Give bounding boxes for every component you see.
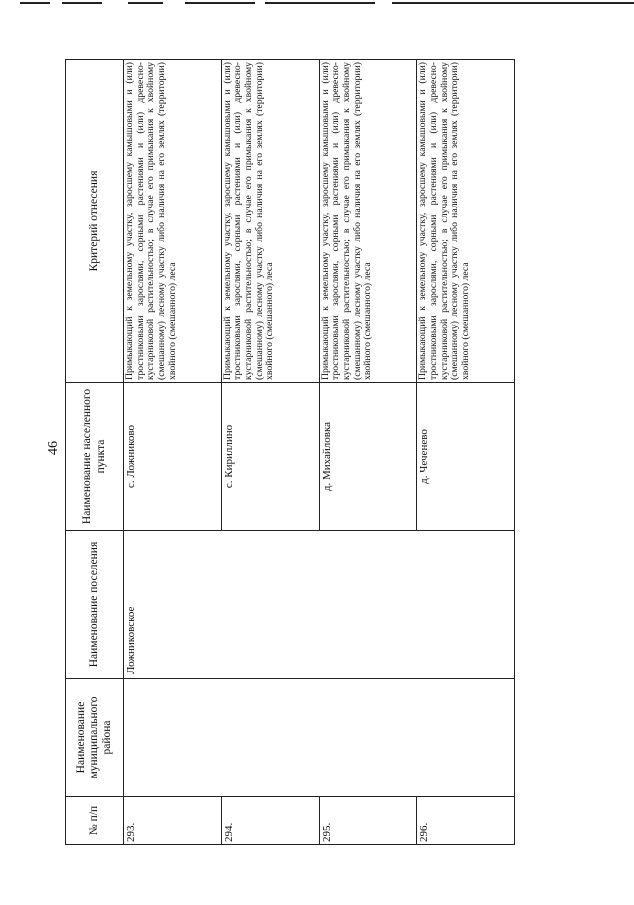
- poselenie-cell: Ложниковское: [124, 531, 515, 679]
- header-district: Наименование муниципального района: [66, 679, 124, 797]
- criterion-text: Примыкающий к земельному участку, заросшему камышовыми и (или) тростниковыми зарослями, сорными растениями и (или) древесно-кустарниковой растительностью; в случае его примыкания к хвойному (смешанному) лесному участку либо наличия на его землях (территории) хвойного (смешанного) леса: [417, 60, 515, 383]
- settlement-name: д. Чеченево: [417, 383, 515, 531]
- settlement-name: с. Кириллино: [221, 383, 319, 531]
- settlement-name: д. Михайловка: [319, 383, 417, 531]
- settlement-name: с. Ложниково: [124, 383, 222, 531]
- header-num: № п/п: [66, 797, 124, 845]
- page-number: 46: [46, 441, 61, 455]
- top-rule-2: [62, 2, 102, 4]
- top-rule-5: [265, 2, 375, 4]
- row-number: 295.: [319, 797, 417, 845]
- top-rule-4: [185, 2, 255, 4]
- top-rule-1: [20, 2, 50, 4]
- top-rule-6: [392, 2, 634, 4]
- table-row: [124, 60, 222, 845]
- rotated-table-container: [65, 60, 515, 845]
- settlements-table: [65, 59, 515, 845]
- header-settlement: Наименование населенного пункта: [66, 383, 124, 531]
- row-number: 294.: [221, 797, 319, 845]
- district-cell: [124, 679, 515, 797]
- criterion-text: Примыкающий к земельному участку, заросшему камышовыми и (или) тростниковыми зарослями, сорными растениями и (или) древесно-кустарниковой растительностью; в случае его примыкания к хвойному (смешанному) лесному участку либо наличия на его землях (территории) хвойного (смешанного) леса: [124, 60, 222, 383]
- criterion-text: Примыкающий к земельному участку, заросшему камышовыми и (или) тростниковыми зарослями, сорными растениями и (или) древесно-кустарниковой растительностью; в случае его примыкания к хвойному (смешанному) лесному участку либо наличия на его землях (территории) хвойного (смешанного) леса: [221, 60, 319, 383]
- header-poselenie: Наименование поселения: [66, 531, 124, 679]
- criterion-text: Примыкающий к земельному участку, заросшему камышовыми и (или) тростниковыми зарослями, сорными растениями и (или) древесно-кустарниковой растительностью; в случае его примыкания к хвойному (смешанному) лесному участку либо наличия на его землях (территории) хвойного (смешанного) леса: [319, 60, 417, 383]
- top-rule-3: [128, 2, 163, 4]
- row-number: 293.: [124, 797, 222, 845]
- header-criterion: Критерий отнесения: [66, 60, 124, 383]
- row-number: 296.: [417, 797, 515, 845]
